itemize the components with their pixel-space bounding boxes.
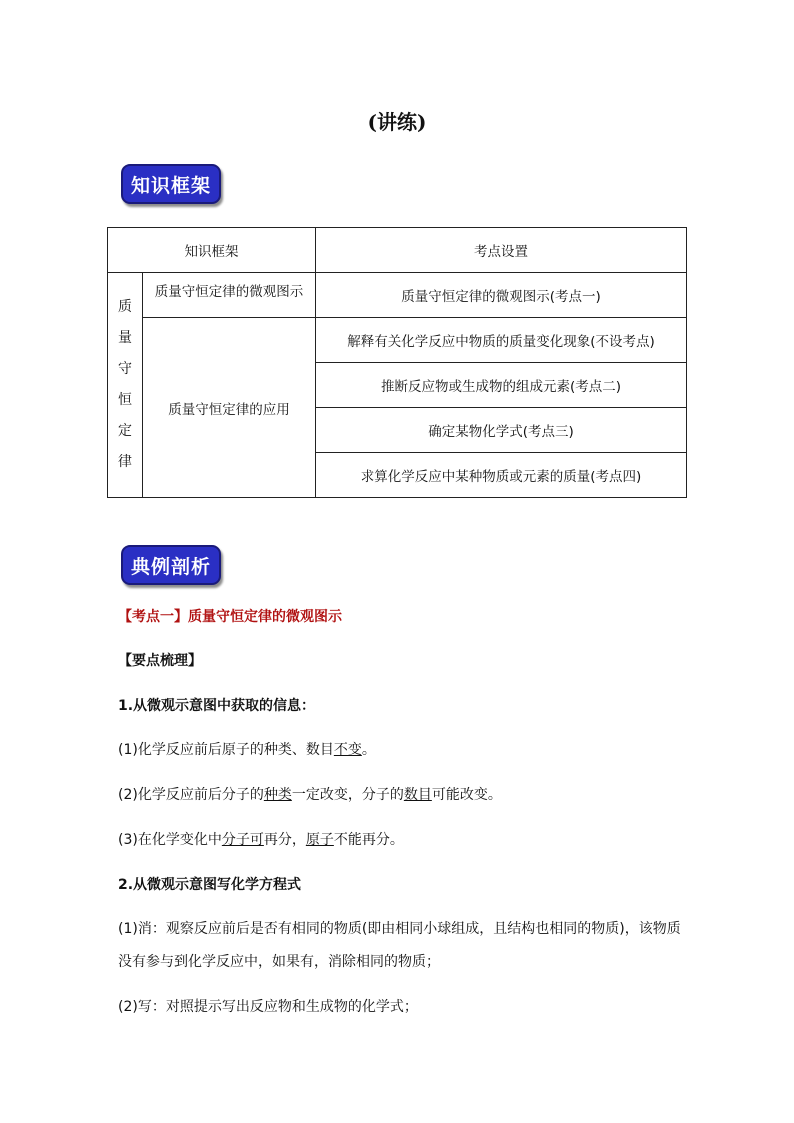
underlined-text: 种类 xyxy=(263,787,292,803)
text: (1)化学反应前后原子的种类、数目 xyxy=(118,742,334,758)
group-char: 定 xyxy=(118,423,132,439)
subheading-2: 2.从微观示意图写化学方程式 xyxy=(118,877,302,893)
section-badge-framework: 知识框架 xyxy=(121,164,221,204)
underlined-text: 分子可 xyxy=(221,832,264,848)
paragraph-5: (2)写：对照提示写出反应物和生成物的化学式； xyxy=(118,999,418,1015)
table-cell-application: 质量守恒定律的应用 xyxy=(143,318,316,498)
paragraph-1 xyxy=(118,739,376,759)
key-points-heading: 【要点梳理】 xyxy=(118,653,202,669)
vertical-group-label xyxy=(108,273,143,498)
knowledge-framework-table xyxy=(107,227,687,498)
group-char: 律 xyxy=(118,454,132,470)
table-cell-micro-diagram: 质量守恒定律的微观图示 xyxy=(143,273,316,318)
table-cell-item: 求算化学反应中某种物质或元素的质量(考点四) xyxy=(316,453,687,498)
kaodian-label: 【考点一】 xyxy=(118,609,188,625)
table-cell-item: 确定某物化学式(考点三) xyxy=(316,408,687,453)
kaodian-title: 质量守恒定律的微观图示 xyxy=(188,609,342,625)
group-char: 量 xyxy=(118,330,132,346)
text: (3)在化学变化中 xyxy=(118,832,222,848)
group-char: 恒 xyxy=(118,392,132,408)
group-char: 守 xyxy=(118,361,132,377)
paragraph-2 xyxy=(118,784,502,804)
text: 。 xyxy=(361,742,376,758)
table-header-framework: 知识框架 xyxy=(108,228,316,273)
table-header-exam-points: 考点设置 xyxy=(316,228,687,273)
text: 不能再分。 xyxy=(333,832,404,848)
paragraph-3 xyxy=(118,829,404,849)
text: 再分， xyxy=(263,832,306,848)
group-char: 质 xyxy=(118,299,132,315)
text: 可能改变。 xyxy=(431,787,502,803)
text: (2)化学反应前后分子的 xyxy=(118,787,264,803)
table-cell-item: 解释有关化学反应中物质的质量变化现象(不设考点) xyxy=(316,318,687,363)
underlined-text: 不变 xyxy=(333,742,362,758)
text: 一定改变，分子的 xyxy=(291,787,404,803)
table-cell-exam-point-1: 质量守恒定律的微观图示(考点一) xyxy=(316,273,687,318)
paragraph-4-line-2: 没有参与到化学反应中，如果有，消除相同的物质； xyxy=(118,954,440,970)
subheading-1: 1.从微观示意图中获取的信息： xyxy=(118,698,316,714)
table-cell-item: 推断反应物或生成物的组成元素(考点二) xyxy=(316,363,687,408)
underlined-text: 数目 xyxy=(403,787,432,803)
page-title: (讲练) xyxy=(367,110,427,134)
kaodian-heading xyxy=(118,606,342,626)
paragraph-4-line-1: (1)消：观察反应前后是否有相同的物质(即由相同小球组成，且结构也相同的物质)，该物质 xyxy=(118,921,681,937)
underlined-text: 原子 xyxy=(305,832,334,848)
section-badge-examples: 典例剖析 xyxy=(121,545,221,585)
